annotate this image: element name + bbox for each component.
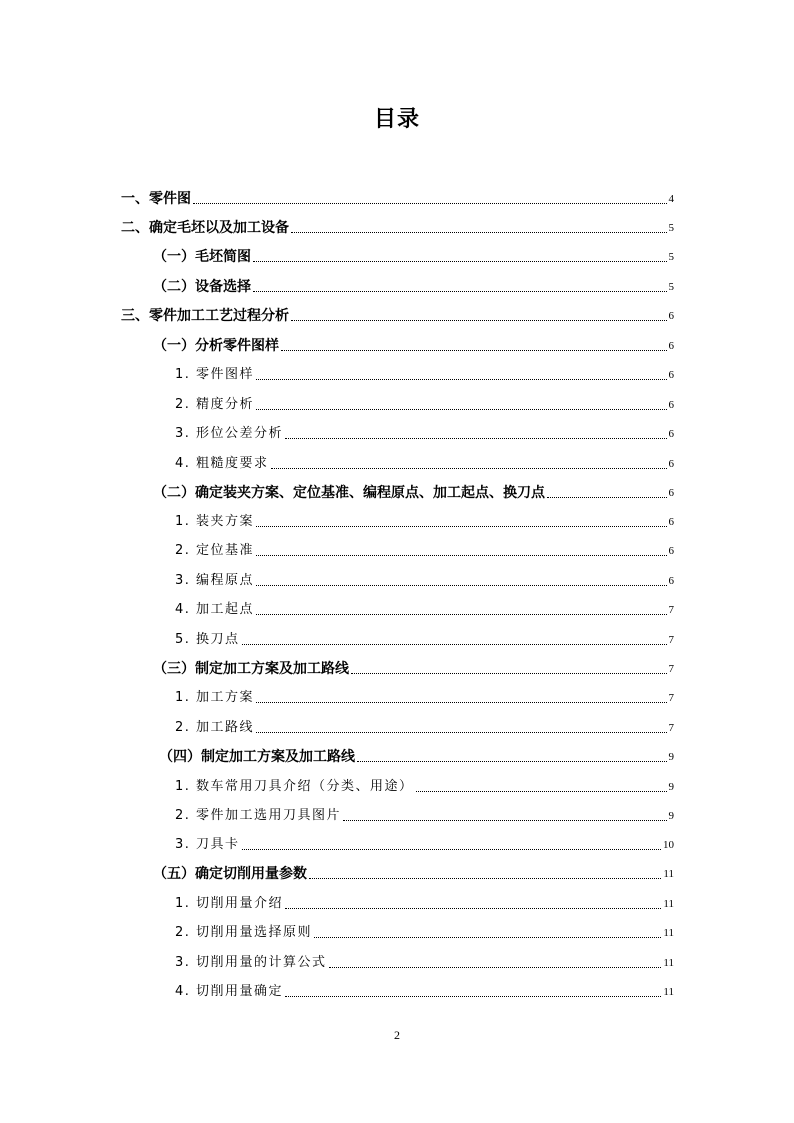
toc-dot-leader <box>256 554 666 556</box>
toc-entry-label: 二、确定毛坯以及加工设备 <box>121 220 289 236</box>
toc-entry-page: 6 <box>668 458 674 470</box>
toc-entry[interactable] <box>175 923 674 943</box>
toc-entry-page: 7 <box>668 722 674 734</box>
toc-entry-label: 3. 切削用量的计算公式 <box>175 955 327 970</box>
toc-dot-leader <box>343 819 666 821</box>
toc-entry-page: 7 <box>668 692 674 704</box>
toc-entry[interactable] <box>121 218 674 238</box>
toc-entry[interactable] <box>175 806 674 826</box>
toc-entry-page: 9 <box>668 810 674 822</box>
toc-entry[interactable] <box>175 571 674 591</box>
toc-dot-leader <box>256 525 666 527</box>
toc-entry[interactable] <box>175 541 674 561</box>
toc-entry-label: （一）分析零件图样 <box>153 338 279 354</box>
toc-dot-leader <box>256 584 666 586</box>
toc-entry-label: 4. 切削用量确定 <box>175 984 284 999</box>
toc-entry[interactable] <box>159 747 674 767</box>
toc-entry-page: 7 <box>668 634 674 646</box>
toc-entry[interactable] <box>175 512 674 532</box>
toc-entry[interactable] <box>175 835 674 855</box>
toc-dot-leader <box>193 202 667 204</box>
toc-entry-page: 6 <box>668 545 674 557</box>
toc-entry-label: （五）确定切削用量参数 <box>153 866 307 882</box>
toc-entry-label: 三、零件加工工艺过程分析 <box>121 308 289 324</box>
toc-dot-leader <box>253 260 667 262</box>
toc-entry[interactable] <box>175 630 674 650</box>
toc-entry-label: 5. 换刀点 <box>175 632 240 647</box>
toc-dot-leader <box>253 290 667 292</box>
toc-entry-label: 2. 精度分析 <box>175 397 255 412</box>
toc-dot-leader <box>314 936 661 938</box>
toc-entry[interactable] <box>153 864 674 884</box>
toc-entry-label: 2. 定位基准 <box>175 543 255 558</box>
toc-entry-page: 10 <box>663 839 674 851</box>
toc-dot-leader <box>285 437 666 439</box>
toc-entry-page: 9 <box>668 751 674 763</box>
toc-dot-leader <box>256 701 666 703</box>
toc-entry-label: 3. 编程原点 <box>175 573 255 588</box>
toc-entry-label: （三）制定加工方案及加工路线 <box>153 661 349 677</box>
toc-entry[interactable] <box>153 483 674 503</box>
toc-entry-page: 4 <box>668 193 674 205</box>
toc-dot-leader <box>256 408 666 410</box>
toc-entry[interactable] <box>175 424 674 444</box>
toc-dot-leader <box>329 966 662 968</box>
toc-entry[interactable] <box>175 894 674 914</box>
toc-entry-label: 1. 切削用量介绍 <box>175 896 284 911</box>
toc-entry-label: 4. 加工起点 <box>175 602 255 617</box>
toc-entry-label: 1. 装夹方案 <box>175 514 255 529</box>
toc-entry-page: 7 <box>668 604 674 616</box>
toc-entry-label: （二）设备选择 <box>153 279 251 295</box>
toc-entry-page: 11 <box>663 986 674 998</box>
toc-entry-label: 1. 数车常用刀具介绍（分类、用途） <box>175 779 414 794</box>
toc-dot-leader <box>242 643 667 645</box>
toc-entry-page: 6 <box>668 399 674 411</box>
toc-dot-leader <box>291 319 667 321</box>
toc-entry-page: 5 <box>668 222 674 234</box>
toc-entry[interactable] <box>175 777 674 797</box>
toc-entry[interactable] <box>175 600 674 620</box>
toc-entry-label: 3. 形位公差分析 <box>175 426 284 441</box>
toc-dot-leader <box>309 877 661 879</box>
toc-dot-leader <box>416 790 667 792</box>
toc-dot-leader <box>547 496 667 498</box>
toc-entry-label: 2. 加工路线 <box>175 720 255 735</box>
toc-entry-label: 4. 粗糙度要求 <box>175 456 269 471</box>
toc-entry-label: 3. 刀具卡 <box>175 837 240 852</box>
toc-dot-leader <box>281 349 667 351</box>
toc-entry-page: 5 <box>668 251 674 263</box>
toc-entry-label: （一）毛坯简图 <box>153 249 251 265</box>
toc-entry-label: （四）制定加工方案及加工路线 <box>159 749 355 765</box>
toc-entry-page: 7 <box>668 663 674 675</box>
toc-entry[interactable] <box>153 247 674 267</box>
toc-dot-leader <box>351 672 667 674</box>
toc-entry[interactable] <box>175 953 674 973</box>
toc-entry-label: 一、零件图 <box>121 191 191 207</box>
toc-entry-label: 2. 切削用量选择原则 <box>175 925 313 940</box>
toc-entry-page: 6 <box>668 340 674 352</box>
toc-entry[interactable] <box>175 982 674 1002</box>
toc-entry-page: 11 <box>663 898 674 910</box>
toc-entry-label: 1. 加工方案 <box>175 690 255 705</box>
toc-entry[interactable] <box>153 336 674 356</box>
toc-entry[interactable] <box>175 395 674 415</box>
toc-title: 目录 <box>373 107 420 132</box>
toc-entry[interactable] <box>153 277 674 297</box>
page-number: 2 <box>394 1028 400 1042</box>
toc-dot-leader <box>242 848 661 850</box>
toc-dot-leader <box>256 731 666 733</box>
toc-entry[interactable] <box>121 306 674 326</box>
toc-entry-page: 6 <box>668 369 674 381</box>
toc-entry-page: 11 <box>663 868 674 880</box>
toc-dot-leader <box>291 231 667 233</box>
toc-entry-page: 9 <box>668 781 674 793</box>
toc-entry[interactable] <box>153 659 674 679</box>
toc-dot-leader <box>256 378 666 380</box>
toc-entry[interactable] <box>175 454 674 474</box>
toc-entry-label: 1. 零件图样 <box>175 367 255 382</box>
toc-entry-page: 6 <box>668 487 674 499</box>
toc-entry-page: 6 <box>668 575 674 587</box>
toc-entry-page: 11 <box>663 957 674 969</box>
toc-entry-label: 2. 零件加工选用刀具图片 <box>175 808 342 823</box>
toc-entry[interactable] <box>121 189 674 209</box>
toc-entry-page: 6 <box>668 310 674 322</box>
toc-dot-leader <box>285 907 661 909</box>
toc-dot-leader <box>256 613 666 615</box>
toc-entry-label: （二）确定装夹方案、定位基准、编程原点、加工起点、换刀点 <box>153 485 545 501</box>
toc-entry[interactable] <box>175 365 674 385</box>
toc-entry-page: 11 <box>663 927 674 939</box>
toc-dot-leader <box>271 467 667 469</box>
toc-dot-leader <box>357 760 667 762</box>
toc-entry[interactable] <box>175 688 674 708</box>
toc-entry-page: 6 <box>668 516 674 528</box>
toc-entry[interactable] <box>175 718 674 738</box>
toc-dot-leader <box>285 995 661 997</box>
toc-entry-page: 6 <box>668 428 674 440</box>
toc-entry-page: 5 <box>668 281 674 293</box>
